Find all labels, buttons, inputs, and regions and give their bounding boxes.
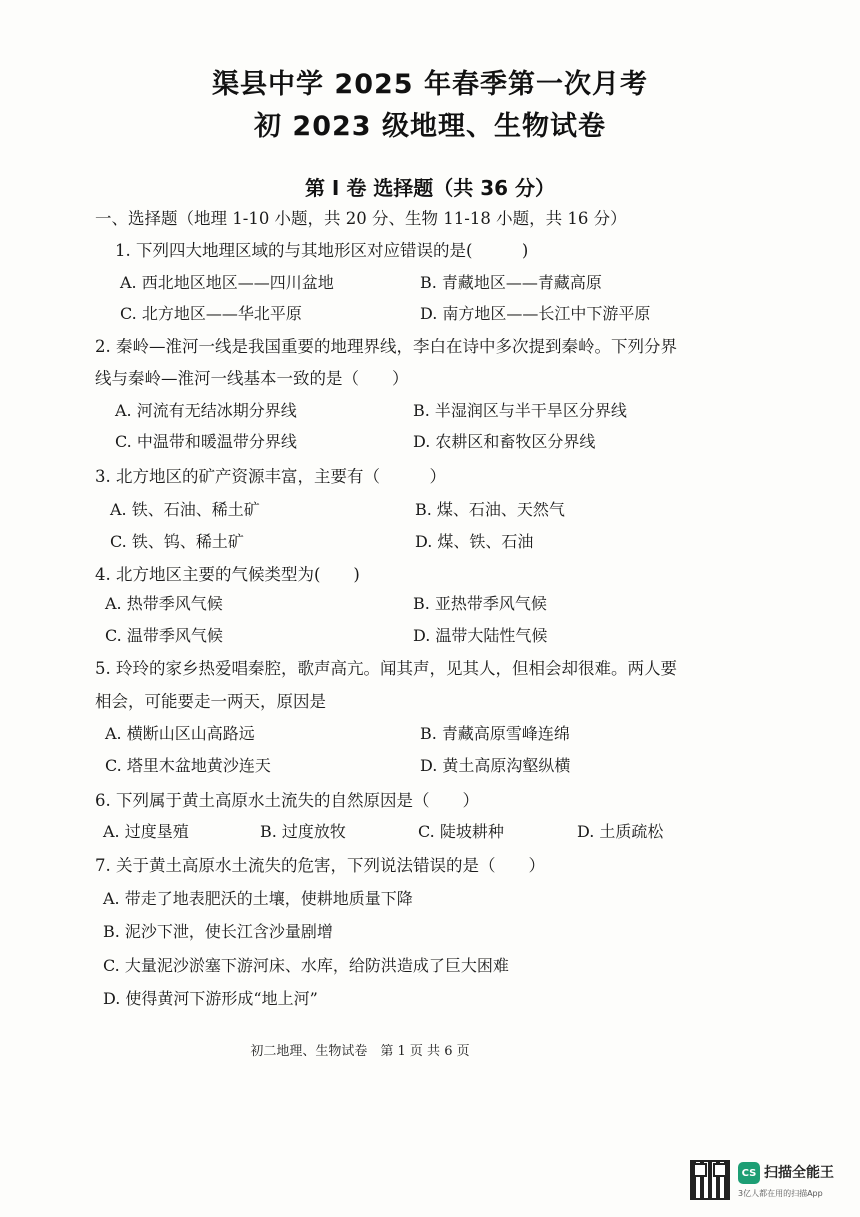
q2-option-d: D. 农耕区和畜牧区分界线 xyxy=(413,432,596,451)
question-5-text-line2: 相会，可能要走一两天，原因是 xyxy=(95,692,326,711)
question-6-text: 6. 下列属于黄土高原水土流失的自然原因是（ ） xyxy=(95,791,479,810)
watermark-brand-name: 扫描全能王 xyxy=(764,1165,834,1181)
q1-option-d: D. 南方地区——长江中下游平原 xyxy=(420,304,651,323)
q6-option-d: D. 土质疏松 xyxy=(577,822,664,841)
q6-option-b: B. 过度放牧 xyxy=(260,822,346,841)
q5-option-b: B. 青藏高原雪峰连绵 xyxy=(420,724,570,743)
page-footer: 初二地理、生物试卷 第 1 页 共 6 页 xyxy=(250,1044,470,1059)
q5-option-a: A. 横断山区山高路远 xyxy=(105,724,255,743)
q5-option-c: C. 塔里木盆地黄沙连天 xyxy=(105,756,271,775)
q4-option-a: A. 热带季风气候 xyxy=(105,594,223,613)
section-instruction: 一、选择题（地理 1-10 小题，共 20 分、生物 11-18 小题，共 16 分） xyxy=(95,209,627,228)
q4-option-d: D. 温带大陆性气候 xyxy=(413,626,548,645)
q3-option-a: A. 铁、石油、稀土矿 xyxy=(110,500,260,519)
q7-option-d: D. 使得黄河下游形成“地上河” xyxy=(103,989,318,1008)
question-7-text: 7. 关于黄土高原水土流失的危害，下列说法错误的是（ ） xyxy=(95,856,545,875)
q2-option-b: B. 半湿润区与半干旱区分界线 xyxy=(413,401,627,420)
question-1-text: 1. 下列四大地理区域的与其地形区对应错误的是( ) xyxy=(115,241,529,260)
q1-option-c: C. 北方地区——华北平原 xyxy=(120,304,302,323)
q5-option-d: D. 黄土高原沟壑纵横 xyxy=(420,756,571,775)
q4-option-b: B. 亚热带季风气候 xyxy=(413,594,547,613)
q3-option-c: C. 铁、钨、稀土矿 xyxy=(110,532,244,551)
exam-title-line2: 初 2023 级地理、生物试卷 xyxy=(254,111,606,142)
exam-title-line1: 渠县中学 2025 年春季第一次月考 xyxy=(212,69,648,100)
q3-option-b: B. 煤、石油、天然气 xyxy=(415,500,565,519)
q7-option-c: C. 大量泥沙淤塞下游河床、水库，给防洪造成了巨大困难 xyxy=(103,956,509,975)
q1-option-a: A. 西北地区地区——四川盆地 xyxy=(120,273,334,292)
watermark-tagline: 3亿人都在用的扫描App xyxy=(738,1189,823,1198)
question-3-text: 3. 北方地区的矿产资源丰富，主要有（ ） xyxy=(95,467,446,486)
q6-option-c: C. 陡坡耕种 xyxy=(418,822,504,841)
scanner-watermark xyxy=(690,1160,834,1202)
q4-option-c: C. 温带季风气候 xyxy=(105,626,223,645)
question-5-text-line1: 5. 玲玲的家乡热爱唱秦腔，歌声高亢。闻其声，见其人，但相会却很难。两人要 xyxy=(95,659,677,678)
question-4-text: 4. 北方地区主要的气候类型为( ) xyxy=(95,565,360,584)
q7-option-b: B. 泥沙下泄，使长江含沙量剧增 xyxy=(103,922,333,941)
section-title: 第 I 卷 选择题（共 36 分） xyxy=(304,176,556,200)
camscanner-logo-icon: CS xyxy=(738,1162,760,1184)
qr-code-icon xyxy=(690,1160,730,1200)
q6-option-a: A. 过度垦殖 xyxy=(103,822,189,841)
q7-option-a: A. 带走了地表肥沃的土壤，使耕地质量下降 xyxy=(103,889,413,908)
q1-option-b: B. 青藏地区——青藏高原 xyxy=(420,273,602,292)
question-2-text-line2: 线与秦岭—淮河一线基本一致的是（ ） xyxy=(95,369,409,388)
q2-option-a: A. 河流有无结冰期分界线 xyxy=(115,401,297,420)
q2-option-c: C. 中温带和暖温带分界线 xyxy=(115,432,297,451)
q3-option-d: D. 煤、铁、石油 xyxy=(415,532,534,551)
question-2-text-line1: 2. 秦岭—淮河一线是我国重要的地理界线，李白在诗中多次提到秦岭。下列分界 xyxy=(95,337,677,356)
